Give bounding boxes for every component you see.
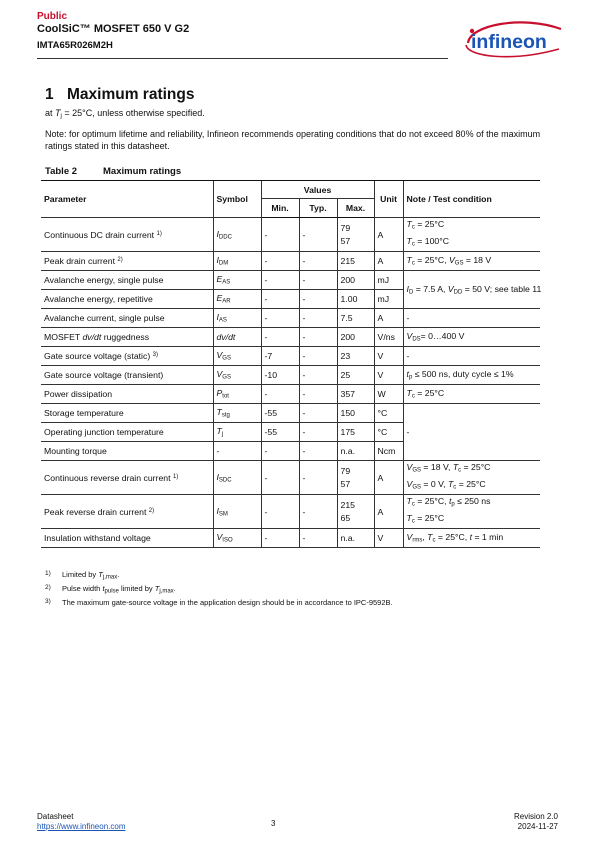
table-row: Mounting torque - - - n.a. Ncm xyxy=(41,442,540,461)
table-row: Insulation withstand voltage $V_{ISO}$ - - n.a. V $V_{rms}$, $T_c = 25^\circ C$, t = 1 min xyxy=(41,529,540,548)
table-row: Gate source voltage (static) $^{3)}$ $V_{GS}$ -7 - 23 V - xyxy=(41,347,540,366)
section-title: Maximum ratings xyxy=(67,86,195,103)
footer-revision: Revision 2.0 xyxy=(513,812,558,821)
infineon-logo xyxy=(462,17,565,59)
maximum-ratings-table xyxy=(41,180,540,548)
header-typ: Typ. xyxy=(299,199,337,218)
table-row: Peak drain current $^{2)}$ $I_{DM}$ - - 215 A $T_c = 25^\circ C$, $V_{GS} = 18$ V xyxy=(41,252,540,271)
table-row: Continuous DC drain current $^{1)}$ $I_{DDC}$ - - 79 57 A $T_c = 25^\circ C$ $T_c = 100^\circ C$ xyxy=(41,218,540,252)
section-condition: at $T_j = 25^\circ C$, unless otherwise specified. xyxy=(45,108,205,120)
table-row: Avalanche energy, single pulse $E_{AS}$ - - 200 mJ $I_D = 7.5$ A, $V_{DD} = 50$ V; see table 11 xyxy=(41,271,540,290)
logo-wordmark: infineon xyxy=(471,31,547,53)
product-title: CoolSiC™ MOSFET 650 V G2 xyxy=(37,23,190,35)
header-symbol: Symbol xyxy=(213,181,261,218)
page-number: 3 xyxy=(271,819,276,828)
footnote-1: 1) Limited by $T_{j,max}$. xyxy=(45,570,120,581)
header-min: Min. xyxy=(261,199,299,218)
table-row: Storage temperature $T_{stg}$ -55 - 150 °C - xyxy=(41,404,540,423)
table-row: MOSFET dv/dt ruggedness dv/dt - - 200 V/ns $V_{DS}=$ 0…400 V xyxy=(41,328,540,347)
footer-url-link[interactable]: https://www.infineon.com xyxy=(37,822,126,831)
reliability-note: Note: for optimum lifetime and reliability, Infineon recommends operating conditions that do not exceed 80% of the maximum ratings stated in this datasheet. xyxy=(45,129,541,151)
table-row: Avalanche current, single pulse $I_{AS}$ - - 7.5 A - xyxy=(41,309,540,328)
footnote-2: 2) Pulse width $t_{pulse}$ limited by $T_{j,max}$. xyxy=(45,584,176,595)
header-divider xyxy=(37,58,448,59)
footer-doc-type: Datasheet xyxy=(37,812,74,821)
footer-right xyxy=(480,812,558,832)
footer-date: 2024-11-27 xyxy=(517,822,558,831)
table-row: Continuous reverse drain current $^{1)}$ $I_{SDC}$ - - 79 57 A $V_{GS} = 18$ V, $T_c = 25^\circ C$ $V_{GS} = 0$ V, $T_c = 25^\circ C$ xyxy=(41,461,540,495)
header-unit: Unit xyxy=(374,181,403,218)
footnote-3: 3) The maximum gate-source voltage in the application design should be in accordance to IPC-9592B. xyxy=(45,598,393,607)
section-number: 1 xyxy=(45,86,54,103)
table-row: Power dissipation $P_{tot}$ - - 357 W $T_c = 25^\circ C$ xyxy=(41,385,540,404)
header-note: Note / Test condition xyxy=(403,181,540,218)
classification-label: Public xyxy=(37,11,68,22)
header-max: Max. xyxy=(337,199,374,218)
header-parameter: Parameter xyxy=(41,181,213,218)
header-values: Values xyxy=(261,181,374,199)
part-number: IMTA65R026M2H xyxy=(37,40,113,51)
footer-left xyxy=(37,812,125,832)
table-row: Avalanche energy, repetitive $E_{AR}$ - - 1.00 mJ xyxy=(41,290,540,309)
table-caption: Table 2 Maximum ratings xyxy=(45,166,182,177)
section-heading xyxy=(45,86,194,104)
table-row: Operating junction temperature $T_j$ -55 - 175 °C xyxy=(41,423,540,442)
table-row: Peak reverse drain current $^{2)}$ $I_{SM}$ - - 215 65 A $T_c = 25^\circ C$, $t_p \le 250$ ns $T_c = 25^\circ C$ xyxy=(41,495,540,529)
table-row: Gate source voltage (transient) $V_{GS}$ -10 - 25 V $t_p \le 500$ ns, duty cycle ≤ 1% xyxy=(41,366,540,385)
